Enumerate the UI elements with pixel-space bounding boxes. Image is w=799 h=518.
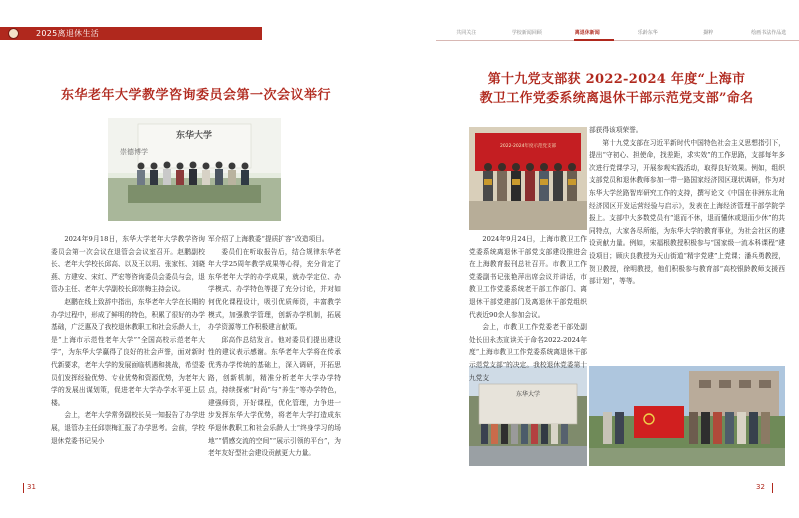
left-paragraph: 军介绍了上海教委“提质扩容”改造项目。 [208,235,329,243]
nav-item-shared-focus[interactable]: 共同关注 [456,30,477,36]
nav-item-school-news[interactable]: 学校新闻回顾 [511,30,542,36]
right-paragraph: 部获得该项荣誉。 [589,126,643,134]
page-number-left: 31 [27,483,36,491]
left-paragraph: 会上，老年大学常务副校长吴一知报告了办学进展，退管办主任邱崇梅汇报了办学思考。会前，学校退休党委书记吴小 [51,411,205,445]
photo1-subbanner-text: 崇德博学 [120,148,148,156]
left-article-title: 东华老年大学教学咨询委员会第一次会议举行 [60,88,331,103]
page-number-bar [772,483,773,493]
party-flag-group-photo [589,366,785,466]
right-article-column-1 [469,233,587,384]
right-paragraph: 2024年9月24日，上海市教卫工作党委系统离退休干部党支部建设推进会在上海教育报刊总社召开。市教卫工作党委副书记张艳萍出席会议并讲话，市教卫工作党委系统老干部工作部门、离退休干部党建部门及离退休干部党组织代表近90余人参加会议。 [469,235,587,319]
left-paragraph: 邱高作总结发言。他对委员们提出建设性的建议表示感谢。东华老年大学将在传承优秀办学传统的基础上，深入调研，开拓思路，创新机制，精准分析老年大学办学特点，持续探索“时尚”与“养生”等办学特色，建强师资，开好课程，优化管理，力争进一步发挥东华大学优势，将老年大学打造成东华退休教职工和社会乐龄人士“终身学习的场地”“情感交流的空间”“展示引领的平台”，为老年友好型社会建设贡献更大力量。 [208,335,341,458]
left-paragraph: 赵鹏在线上致辞中指出，东华老年大学在长期的办学过程中，形成了鲜明的特色，积累了很好的办学基础，广泛惠及了我校退休教职工和社会乐龄人士，是“上海市示范性老年大学”“全国高校示范老年大学”，为东华大学赢得了良好的社会声誉，面对新时代新要求，老年大学的发展面临机遇和挑战，希望委员们发挥经验优势、专业优势和资源优势，为老年大学的发展出谋划策，促进老年大学办学水平更上层楼。 [51,297,205,407]
nav-item-active-aging[interactable]: 乐龄东华 [637,30,658,36]
left-paragraph: 2024年9月18日，东华大学老年大学教学咨询委员会第一次会议在退管会会议室召开。赵鹏副校长、老年大学校长邱高、以及王以玥、张家钰、刘晓燕、方建安、宋红、严宏等咨询委员会委员与会，退管办主任、老年大学副校长邱崇梅主持会议。 [51,235,205,294]
nav-item-art-gallery[interactable]: 绘画书法作品选 [751,30,787,36]
photo3-gate-text: 东华大学 [515,391,541,398]
page-number-right: 32 [756,483,765,491]
nav-divider [436,40,799,41]
right-title-line-1: 第十九党支部获 2022-2024 年度“上海市 [487,72,746,87]
nav-item-selections[interactable]: 撷粹 [703,30,714,36]
photo2-banner-text: 2022-2024年度示范党支部 [499,144,557,149]
section-title: 2025离退休生活 [36,29,100,38]
meeting-group-photo [108,118,281,221]
right-paragraph: 会上，市教卫工作党委老干部处副处长田永杰宣读关于命名2022-2024年度“上海市教卫工作党委系统离退休干部示范党支部”的决定。我校退休党委第十九党支 [469,323,587,382]
university-logo-icon [8,28,19,39]
left-paragraph: 委员们在听取报告后，结合规律东华老年大学25周年教学成果等心得，充分肯定了东华老年大学的办学成果，就办学定位、办学模式、办学特色等提了充分讨论，并对如何优化课程设计，吸引优质师资，丰富教学模式，加强教学管理，创新办学机制，拓展办学资源等工作积极建言献策。 [208,247,341,332]
nav-active-indicator [574,39,614,41]
right-article-column-2 [589,124,785,288]
left-article-column-1 [51,233,205,447]
photo1-banner-text: 东华大学 [175,131,213,141]
left-article-column-2 [208,233,341,460]
page-number-bar [23,483,24,493]
nav-item-retiree-news[interactable]: 离退休新闻 [574,30,600,36]
right-title-line-2: 教卫工作党委系统离退休干部示范党支部”命名 [479,91,754,106]
award-ceremony-photo [469,127,587,230]
section-nav [436,27,799,40]
right-paragraph: 第十九党支部在习近平新时代中国特色社会主义思想指引下，提出“守初心、担使命，找差距，求实效”的工作思路，支部每年多次进行党课学习，开展参观实践活动，取得良好效果。例如，组织支部党员和退休教师参加一带一路国家经济园区现状调研，作为对东华大学丝路智库研究工作的支持，撰写论文《中国在非洲东北角经济园区开发运营经验与启示》，发表在上海经济管理干部学院学报上。支部中大多数党员有“退而不休，退而懂休或退而少休”的共同特点，大家各尽所能，为东华大学的教育事业，为社会社区的建设贡献力量。例如，宋福根教授积极参与“国家级一流本科课程”建设项目；顾庆良教授为天山街道“精宇党建”上党课；潘兵勇教授，贺卫教授，徐明教授，他们积极参与教育部“高校银龄教师支援西部计划”，等等。 [589,138,785,286]
right-article-title [434,70,799,108]
